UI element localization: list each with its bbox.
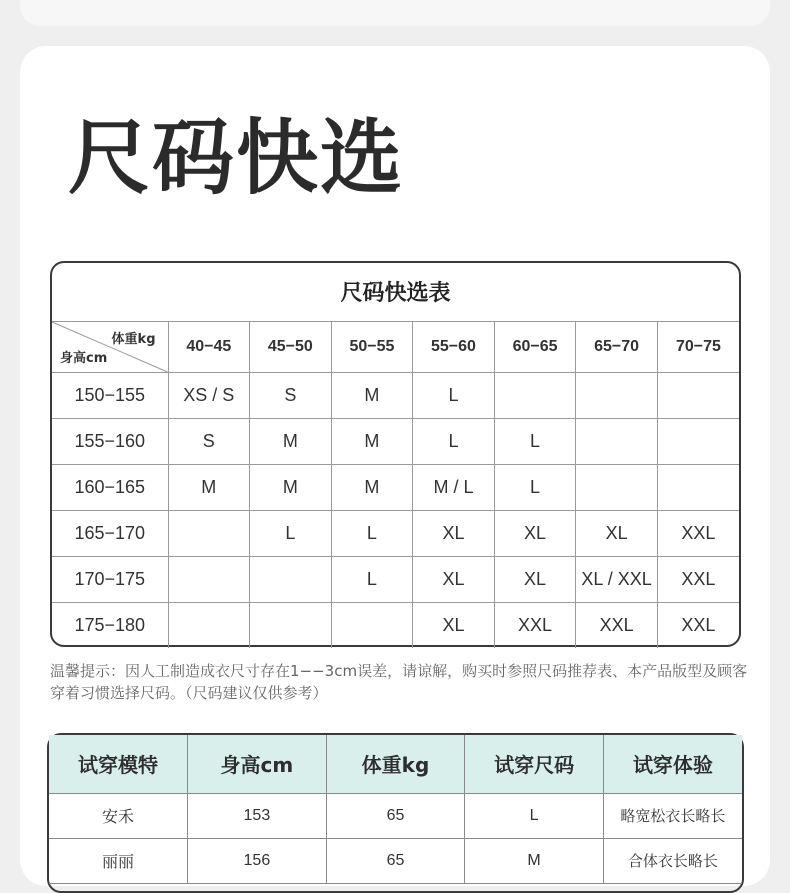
- size-row: [52, 556, 739, 602]
- model-table-header: 身高cm: [188, 735, 327, 793]
- weight-column-header: 65−70: [576, 321, 658, 372]
- model-fit-table: [47, 733, 744, 893]
- size-cell: L: [331, 556, 413, 602]
- weight-column-header: 50−55: [331, 321, 413, 372]
- model-row: [49, 793, 742, 838]
- size-cell: L: [494, 464, 576, 510]
- size-cell: M: [250, 464, 332, 510]
- model-row: [49, 838, 742, 883]
- model-table-header: 体重kg: [326, 735, 465, 793]
- size-cell: XL: [494, 510, 576, 556]
- page-title: 尺码快选: [68, 111, 405, 206]
- size-cell: [168, 602, 250, 648]
- top-card: [20, 0, 770, 26]
- size-note: 温馨提示：因人工制造成衣尺寸存在1−−3cm误差，请谅解，购买时参照尺码推荐表、本产品版型及顾客穿着习惯选择尺码。（尺码建议仅供参考）: [50, 662, 748, 702]
- model-cell: 安禾: [49, 793, 188, 838]
- size-cell: L: [413, 418, 495, 464]
- weight-column-header: 40−45: [168, 321, 250, 372]
- size-cell: [494, 372, 576, 418]
- size-cell: S: [168, 418, 250, 464]
- model-table-header: 试穿模特: [49, 735, 188, 793]
- model-cell: M: [465, 838, 604, 883]
- model-cell: 153: [188, 793, 327, 838]
- size-row: [52, 418, 739, 464]
- size-cell: [250, 602, 332, 648]
- weight-axis-label: 体重kg: [111, 331, 156, 347]
- size-cell: M: [331, 418, 413, 464]
- size-cell: M: [331, 372, 413, 418]
- size-row: [52, 510, 739, 556]
- model-cell: 65: [326, 793, 465, 838]
- size-cell: XL: [413, 510, 495, 556]
- height-range: 150−155: [52, 372, 168, 418]
- size-cell: XL: [576, 510, 658, 556]
- size-cell: M: [331, 464, 413, 510]
- size-row: [52, 372, 739, 418]
- size-cell: [331, 602, 413, 648]
- height-axis-label: 身高cm: [60, 350, 108, 366]
- size-cell: [168, 510, 250, 556]
- size-cell: M: [250, 418, 332, 464]
- model-cell: 156: [188, 838, 327, 883]
- size-cell: L: [331, 510, 413, 556]
- size-cell: XXL: [494, 602, 576, 648]
- size-row: [52, 464, 739, 510]
- size-cell: [576, 418, 658, 464]
- size-cell: XXL: [657, 602, 739, 648]
- weight-column-header: 55−60: [413, 321, 495, 372]
- size-cell: L: [494, 418, 576, 464]
- size-cell: XL: [494, 556, 576, 602]
- size-chart-caption: 尺码快选表: [52, 263, 739, 321]
- size-cell: [657, 418, 739, 464]
- model-table-header: 试穿尺码: [465, 735, 604, 793]
- size-cell: XL: [413, 602, 495, 648]
- model-table: [49, 735, 742, 884]
- size-cell: [168, 556, 250, 602]
- size-cell: L: [250, 510, 332, 556]
- size-cell: XS / S: [168, 372, 250, 418]
- model-cell: 丽丽: [49, 838, 188, 883]
- size-cell: [576, 372, 658, 418]
- size-cell: XXL: [576, 602, 658, 648]
- weight-column-header: 45−50: [250, 321, 332, 372]
- model-cell: 65: [326, 838, 465, 883]
- height-range: 170−175: [52, 556, 168, 602]
- model-cell: 合体衣长略长: [603, 838, 742, 883]
- model-table-header: 试穿体验: [603, 735, 742, 793]
- height-range: 160−165: [52, 464, 168, 510]
- height-range: 155−160: [52, 418, 168, 464]
- size-cell: [576, 464, 658, 510]
- size-cell: S: [250, 372, 332, 418]
- height-range: 175−180: [52, 602, 168, 648]
- model-cell: 略宽松衣长略长: [603, 793, 742, 838]
- size-cell: [657, 464, 739, 510]
- size-cell: XXL: [657, 556, 739, 602]
- size-cell: [250, 556, 332, 602]
- size-cell: XL: [413, 556, 495, 602]
- size-cell: XXL: [657, 510, 739, 556]
- size-cell: [657, 372, 739, 418]
- size-chart-table: [52, 263, 739, 648]
- height-range: 165−170: [52, 510, 168, 556]
- size-row: [52, 602, 739, 648]
- weight-column-header: 60−65: [494, 321, 576, 372]
- weight-column-header: 70−75: [657, 321, 739, 372]
- size-chart: [50, 261, 741, 647]
- size-cell: M / L: [413, 464, 495, 510]
- size-cell: L: [413, 372, 495, 418]
- size-cell: XL / XXL: [576, 556, 658, 602]
- size-cell: M: [168, 464, 250, 510]
- corner-header: [52, 321, 168, 372]
- model-cell: L: [465, 793, 604, 838]
